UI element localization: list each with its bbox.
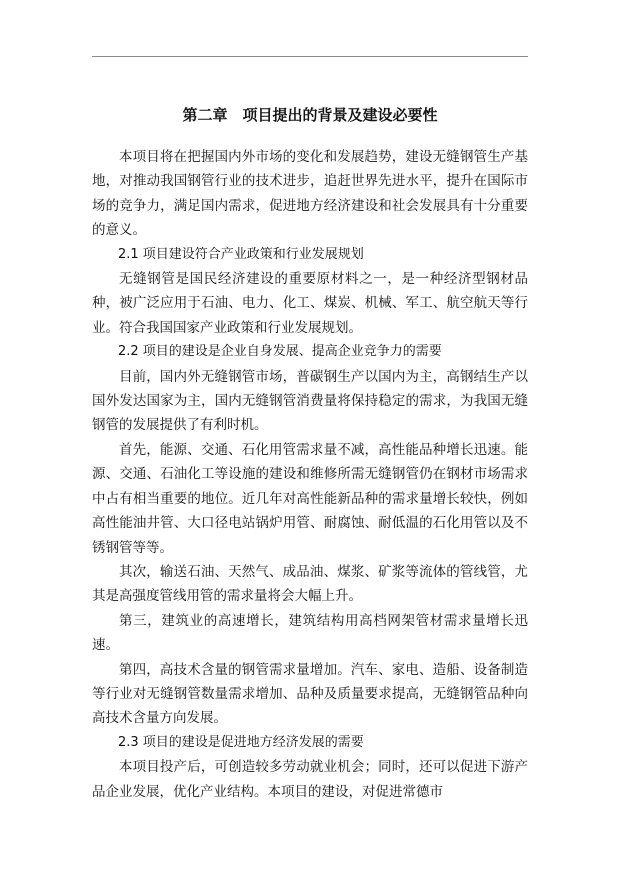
intro-paragraph: 本项目将在把握国内外市场的变化和发展趋势，建设无缝钢管生产基地，对推动我国钢管行业的技术进步，追赶世界先进水平，提升在国际市场的竞争力，满足国内需求，促进地方经济建设和社会发展具有十分重要的意义。 <box>92 149 528 239</box>
header-rule <box>92 56 528 57</box>
paragraph-2-2-3: 其次，输送石油、天然气、成品油、煤浆、矿浆等流体的管线管，尤其是高强度管线用管的需求量将会大幅上升。 <box>92 563 528 605</box>
paragraph-2-2-4: 第三，建筑业的高速增长，建筑结构用高档网架管材需求量增长迅速。 <box>92 612 528 654</box>
section-heading-2-1: 2.1 项目建设符合产业政策和行业发展规划 <box>118 246 364 262</box>
paragraph-2-1-1: 无缝钢管是国民经济建设的重要原材料之一，是一种经济型钢材品种，被广泛应用于石油、电力、化工、煤炭、机械、军工、航空航天等行业。符合我国国家产业政策和行业发展规划。 <box>92 271 528 336</box>
section-heading-2-3: 2.3 项目的建设是促进地方经济发展的需要 <box>118 734 364 750</box>
paragraph-2-2-5: 第四，高技术含量的钢管需求量增加。汽车、家电、造船、设备制造等行业对无缝钢管数量需求增加、品种及质量要求提高，无缝钢管品种向高技术含量方向发展。 <box>92 661 528 727</box>
document-body <box>92 104 528 804</box>
paragraph-2-3-1: 本项目投产后，可创造较多劳动就业机会；同时，还可以促进下游产品企业发展，优化产业结构。本项目的建设，对促进常德市 <box>92 759 528 800</box>
paragraph-2-2-1: 目前，国内外无缝钢管市场，普碳钢生产以国内为主，高钢结生产以国外发达国家为主，国内无缝钢管消费量将保持稳定的需求，为我国无缝钢管的发展提供了有利时机。 <box>92 368 528 434</box>
chapter-title: 第二章 项目提出的背景及建设必要性 <box>182 106 438 124</box>
section-heading-2-2: 2.2 项目的建设是企业自身发展、提高企业竞争力的需要 <box>118 344 442 360</box>
paragraph-2-2-2: 首先，能源、交通、石化用管需求量不减，高性能品种增长迅速。能源、交通、石油化工等设施的建设和维修所需无缝钢管仍在钢材市场需求中占有相当重要的地位。近几年对高性能新品种的需求量增长较快，例如高性能油井管、大口径电站锅炉用管、耐腐蚀、耐低温的石化用管以及不锈钢管等等。 <box>92 441 528 556</box>
